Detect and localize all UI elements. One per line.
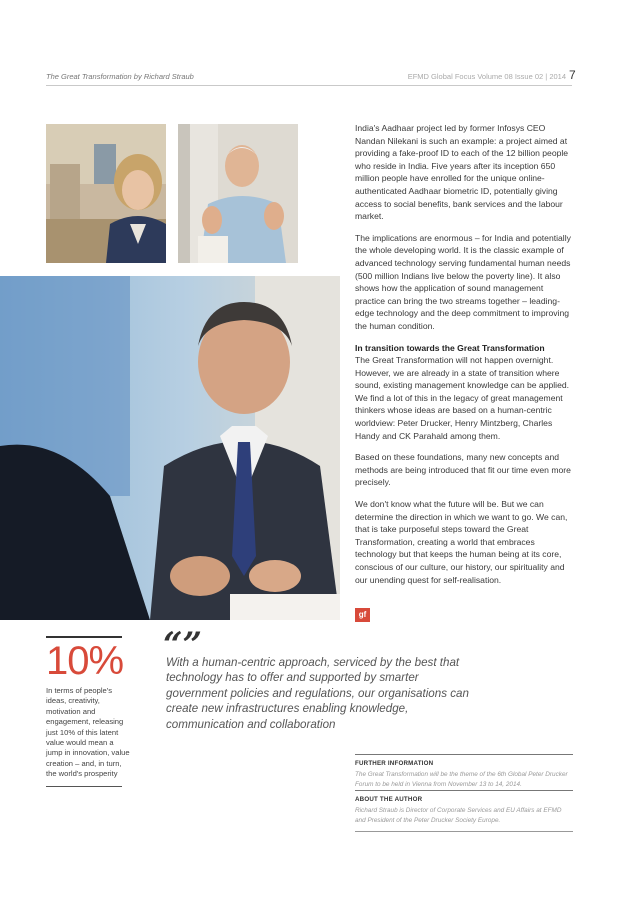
page-number: 7 (569, 68, 576, 82)
main-photo (0, 276, 340, 620)
pull-quote: With a human-centric approach, serviced by the best that technology has to offer and supported by smarter government policies and regulations, our organisations can create new infrastructures enabling knowledge, communication and collaboration (166, 656, 469, 731)
stat-value: 10% (46, 639, 124, 683)
about-author-text: Richard Straub is Director of Corporate Services and EU Affairs at EFMD and President of the Peter Drucker Society Europe. (355, 807, 562, 824)
paragraph-implications: The implications are enormous – for India and potentially the whole developing world. It is the classic example of advanced technology serving fundamental human needs (500 million Indians live below the poverty line). It also shows how the application of sound management practice can bring the two streams together – leading-edge technology and the deep commitment to improving the human condition. (355, 232, 571, 331)
woman-photo (46, 124, 166, 263)
stat-top-rule (46, 636, 122, 638)
journal-info: EFMD Global Focus Volume 08 Issue 02 | 2014 (407, 72, 566, 81)
stat-description: In terms of people's ideas, creativity, motivation and engagement, releasing just 10% of this latent value would mean a jump in innovation, value creation – and, in turn, the world's prosperity (46, 686, 130, 779)
stat-bottom-rule (46, 786, 122, 787)
section-subheading: In transition towards the Great Transformation (355, 342, 545, 353)
paragraph-foundations: Based on these foundations, many new concepts and methods are being introduced that fit our time even more precisely. (355, 452, 571, 488)
quote-mark-icon: “” (163, 625, 203, 665)
header-divider (46, 85, 572, 86)
running-title: The Great Transformation by Richard Straub (46, 72, 194, 81)
end-mark-badge: gf (355, 608, 370, 622)
paragraph-transition: The Great Transformation will not happen overnight. However, we are already in a state of transition where sound, existing management knowledge can be applied. We find a lot of this in the legacy of great management thinkers whose ideas are based on a human-centric worldview: Peter Drucker, Henry Mintzberg, Charles Handy and CK Parahald among them. (355, 355, 570, 441)
about-author-box (355, 790, 573, 832)
about-author-bottom-rule (355, 831, 573, 832)
further-information-box (355, 754, 573, 789)
article-body (355, 122, 573, 595)
paragraph-aadhaar: India's Aadhaar project led by former Infosys CEO Nandan Nilekani is such an example: a project aimed at providing a fake-proof ID to each of the 12 billion people who reside in India. Five years after its inception 650 million people have enrolled for the unique online-authenticated Aadhaar biometric ID, potentially giving access to social benefits, bank services and the labour market. (355, 123, 569, 222)
elderly-man-photo (178, 124, 298, 263)
paragraph-future: We don't know what the future will be. But we can determine the direction in which we want to go. We can, that is take purposeful steps toward the Great Transformation, creating a world that embraces technology but that keeps the human being at its core, conscious of our culture, our history, our spirituality and our unending quest for self-realisation. (355, 499, 568, 585)
about-author-heading: ABOUT THE AUTHOR (355, 796, 423, 803)
further-info-heading: FURTHER INFORMATION (355, 760, 434, 767)
further-info-text: The Great Transformation will be the theme of the 6th Global Peter Drucker Forum to be held in Vienna from November 13 to 14, 2014. (355, 771, 568, 788)
about-author-rule (355, 790, 573, 791)
further-info-rule (355, 754, 573, 755)
